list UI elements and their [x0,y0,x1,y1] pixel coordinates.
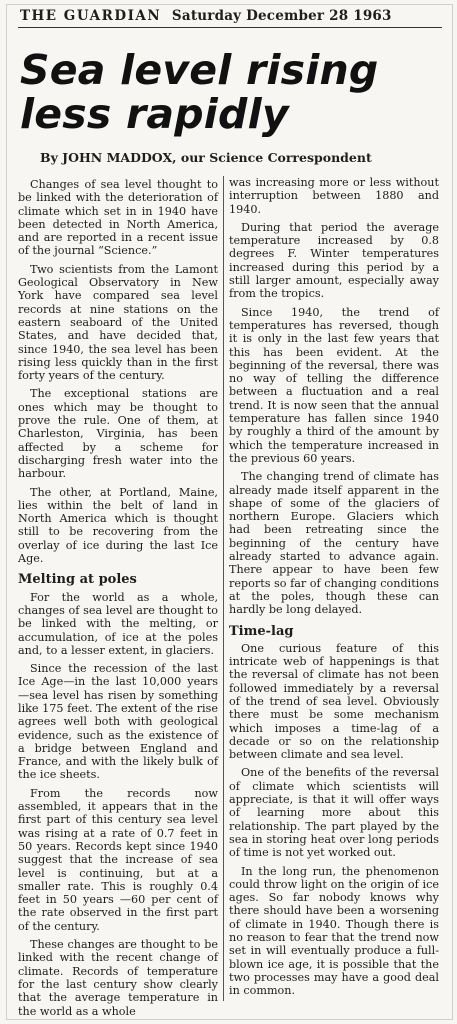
headline-line-1: Sea level rising [20,46,379,94]
article-paragraph: One curious feature of this intricate web of happenings is that the reversal of climate has not been followed immediately by a reversal of the trend of sea level. Obviously there must be some mechanism which imposes a time-lag of a decade or so on the relationship between climate and sea level. [229,641,439,762]
article-paragraph: Two scientists from the Lamont Geological Observatory in New York have compared sea level records at nine stations on the eastern seaboard of the United States, and have decided that, since 1940, the sea level has been rising less quickly than in the first forty years of the century. [18,262,218,383]
article-paragraph: These changes are thought to be linked with the recent change of climate. Records of temperature for the last century show clearly that the average temperature in the world as a whole [18,938,218,1018]
article-paragraph: was increasing more or less without interruption between 1880 and 1940. [229,176,439,216]
article-paragraph: Changes of sea level thought to be linked with the deterioration of climate which set in in 1940 have been detected in North America, and are reported in a recent issue of the journal “Science.” [18,178,218,258]
article-paragraph: From the records now assembled, it appears that in the first part of this century sea level was rising at a rate of 0.7 feet in 50 years. Records kept since 1940 suggest that the increase of sea level is continuing, but at a smaller rate. This is roughly 0.4 feet in 50 years —60 per cent of the rate observed in the first part of the century. [18,786,218,933]
article-paragraph: One of the benefits of the reversal of climate which scientists will appreciate, is that it will offer ways of learning more about this relationship. The part played by the sea in storing heat over long periods of time is not yet worked out. [229,766,439,860]
section-subheading: Time-lag [229,623,294,639]
column-divider [223,176,224,1001]
article-paragraph: Since the recession of the last Ice Age—in the last 10,000 years —sea level has risen by something like 175 feet. The extent of the rise agrees well both with geological evidence, such as the existence of a bridge between England and France, and with the likely bulk of the ice sheets. [18,662,218,782]
headline [20,48,440,136]
article-paragraph: During that period the average temperature increased by 0.8 degrees F. Winter temperatures increased during this period by a still larger amount, especially away from the tropics. [229,220,439,301]
newspaper-name: THE GUARDIAN [20,8,162,24]
section-subheading: Melting at poles [18,572,137,588]
article-paragraph: For the world as a whole, changes of sea level are thought to be linked with the melting, or accumulation, of ice at the poles and, to a lesser extent, in glaciers. [18,590,218,657]
byline: By JOHN MADDOX, our Science Correspondent [40,150,372,165]
article-column-left [18,178,218,1023]
masthead-rule [18,27,442,28]
article-column-right [229,176,439,1003]
issue-date: Saturday December 28 1963 [171,8,392,24]
headline-line-2: less rapidly [20,90,289,138]
article-paragraph: The exceptional stations are ones which may be thought to prove the rule. One of them, at Charleston, Virginia, has been affected by a scheme for discharging fresh water into the harbour. [18,387,218,481]
article-paragraph: The other, at Portland, Maine, lies within the belt of land in North America which is thought still to be recovering from the overlay of ice during the last Ice Age. [18,485,218,566]
article-paragraph: Since 1940, the trend of temperatures has reversed, though it is only in the last few years that this has been evident. At the beginning of the reversal, there was no way of telling the difference between a fluctuation and a real trend. It is now seen that the annual temperature has fallen since 1940 by roughly a third of the amount by which the temperature increased in the previous 60 years. [229,305,439,465]
article-paragraph: The changing trend of climate has already made itself apparent in the shape of some of the glaciers of northern Europe. Glaciers which had been retreating since the beginning of the century have already started to advance again. There appear to have been few reports so far of changing conditions at the poles, though these can hardly be long delayed. [229,470,439,617]
article-paragraph: In the long run, the phenomenon could throw light on the origin of ice ages. So far nobody knows why there should have been a worsening of climate in 1940. Though there is no reason to fear that the trend now set in will eventually produce a full-blown ice age, it is possible that the two processes may have a good deal in common. [229,864,439,998]
